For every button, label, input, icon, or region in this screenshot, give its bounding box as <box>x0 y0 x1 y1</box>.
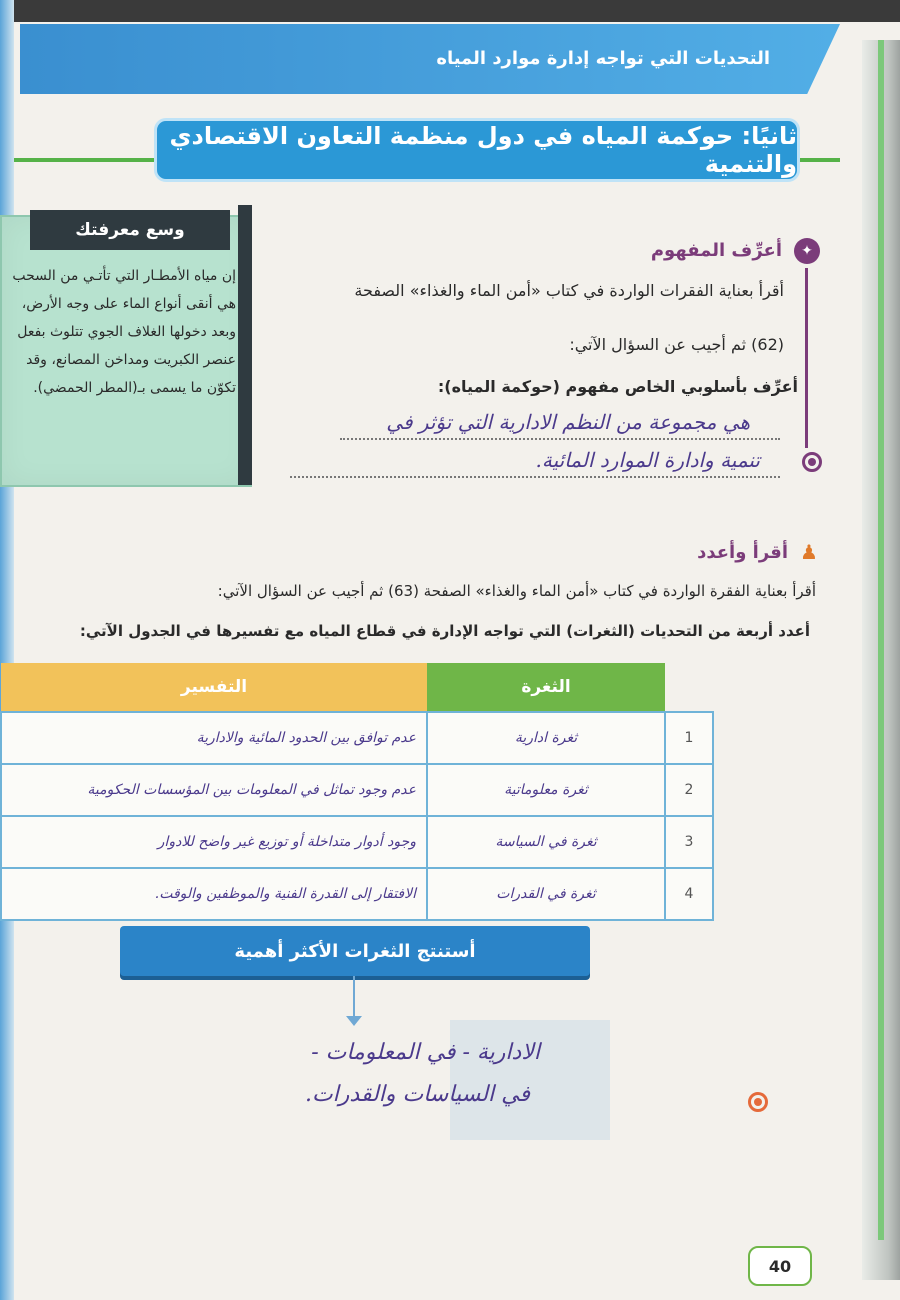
sidebar-text: إن مياه الأمطـار التي تأتـي من السحب هي أنقى أنواع الماء على وجه الأرض، وبعد دخولها الغلاف الجوي تتلوث بفعل عنصر الكبريت ومداخن المصانع، وقد تكوّن ما يسمى بـ(المطر الحمضي). <box>12 268 236 396</box>
readcount-instruction: أقرأ بعناية الفقرة الواردة في كتاب «أمن الماء والغذاء» الصفحة (63) ثم أجيب عن السؤال الآتي: <box>217 582 816 600</box>
conclude-answer-1: الادارية - في المعلومات - <box>311 1040 540 1065</box>
row-number: 4 <box>665 868 713 920</box>
answer-line <box>340 438 780 440</box>
gap-cell: ثغرة في القدرات <box>427 868 665 920</box>
concept-answer-1: هي مجموعة من النظم الادارية التي تؤثر في <box>386 410 750 434</box>
sidebar-heading: وسع معرفتك <box>30 210 230 250</box>
row-number: 1 <box>665 712 713 764</box>
table-header-num <box>665 663 713 712</box>
explanation-cell: وجود أدوار متداخلة أو توزيع غير واضح للادوار <box>1 816 427 868</box>
concept-instruction-1: أقرأ بعناية الفقرات الواردة في كتاب «أمن الماء والغذاء» الصفحة <box>354 281 784 300</box>
conclude-answer-2: في السياسات والقدرات. <box>304 1082 530 1107</box>
readcount-heading: أقرأ وأعدد <box>697 542 788 563</box>
margin-stripe <box>878 40 884 1240</box>
bullet-circle <box>802 452 822 472</box>
head-lightbulb-icon: ✦ <box>794 238 820 264</box>
faint-highlight <box>450 1020 610 1140</box>
scan-edge <box>0 0 900 22</box>
concept-rule <box>805 268 808 448</box>
explanation-cell: الافتقار إلى القدرة الفنية والموظفين والوقت. <box>1 868 427 920</box>
table-row <box>1 764 713 816</box>
table-header-gap: الثغرة <box>427 663 665 712</box>
table-row <box>1 868 713 920</box>
row-number: 3 <box>665 816 713 868</box>
answer-line <box>290 476 780 478</box>
gaps-table <box>0 663 714 921</box>
concept-question: أعرِّف بأسلوبي الخاص مفهوم (حوكمة المياه): <box>437 377 798 396</box>
gap-cell: ثغرة ادارية <box>427 712 665 764</box>
explanation-cell: عدم توافق بين الحدود المائية والادارية <box>1 712 427 764</box>
table-row <box>1 816 713 868</box>
chapter-title: التحديات التي تواجه إدارة موارد المياه <box>436 48 770 69</box>
concept-instruction-2: (62) ثم أجيب عن السؤال الآتي: <box>569 335 784 354</box>
gap-cell: ثغرة في السياسة <box>427 816 665 868</box>
explanation-cell: عدم وجود تماثل في المعلومات بين المؤسسات الحكومية <box>1 764 427 816</box>
table-header-explanation: التفسير <box>1 663 427 712</box>
concept-answer-2: تنمية وادارة الموارد المائية. <box>535 448 760 472</box>
page-number: 40 <box>748 1246 812 1286</box>
table-row <box>1 712 713 764</box>
conclude-box: أستنتج الثغرات الأكثر أهمية <box>120 926 590 976</box>
readcount-question: أعدد أربعة من التحديات (الثغرات) التي تواجه الإدارة في قطاع المياه مع تفسيرها في الجدول الآتي: <box>79 622 810 640</box>
section-title: ثانيًا: حوكمة المياه في دول منظمة التعاون الاقتصادي والتنمية <box>154 118 800 182</box>
reading-person-icon: ♟ <box>800 540 818 564</box>
left-page-edge <box>0 0 14 1300</box>
gap-cell: ثغرة معلوماتية <box>427 764 665 816</box>
row-number: 2 <box>665 764 713 816</box>
bullet-circle <box>748 1092 768 1112</box>
concept-heading: أعرِّف المفهوم <box>650 240 782 261</box>
arrow-down-icon <box>346 1016 362 1026</box>
